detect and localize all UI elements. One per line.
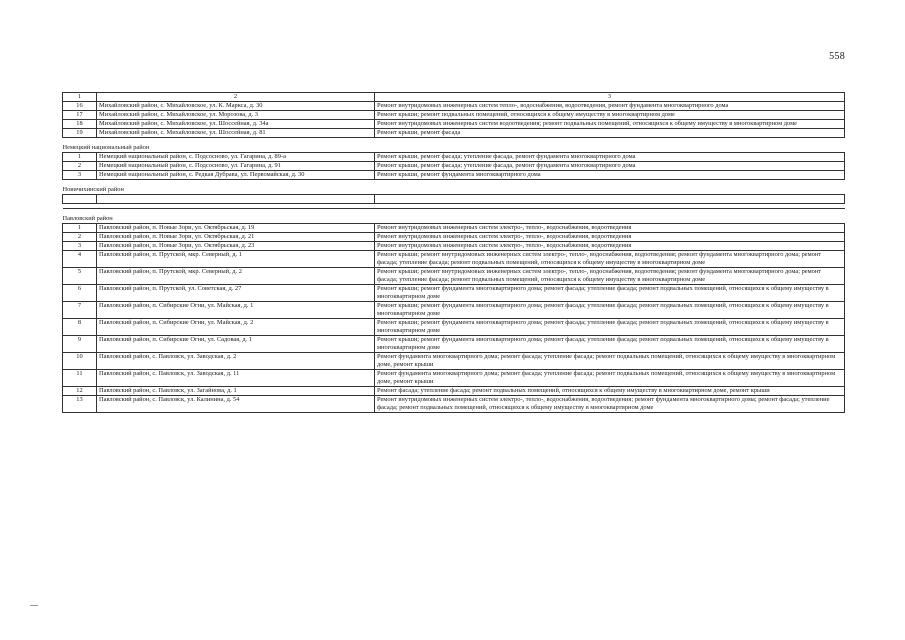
- table-row: [63, 171, 845, 180]
- row-address: Павловский район, п. Новые Зори, ул. Октябрьская, д. 23: [97, 242, 375, 251]
- row-address: Немецкий национальный район, с. Подсосново, ул. Гагарина, д. 91: [97, 162, 375, 171]
- section-novichikhinsky: [63, 180, 845, 195]
- row-number: 16: [63, 102, 97, 111]
- section-nemetsky-title: Немецкий национальный район: [63, 138, 845, 153]
- table-row: [63, 120, 845, 129]
- table-row: [63, 242, 845, 251]
- row-works: Ремонт крыши, ремонт фасада: [375, 129, 845, 138]
- table-row: [63, 353, 845, 370]
- table-row: [63, 336, 845, 353]
- row-number: 10: [63, 353, 97, 370]
- section-pavlovsky-title: Павловский район: [63, 209, 845, 224]
- table-body: [63, 93, 845, 413]
- row-works: Ремонт внутридомовых инженерных систем электро-, тепло-, водоснабжения, водоотведения: [375, 224, 845, 233]
- empty-row: [63, 195, 845, 204]
- table-row: [63, 302, 845, 319]
- row-works: Ремонт внутридомовых инженерных систем электро-, тепло-, водоснабжения, водоотведения; ремонт фундамента многоквартирного дома; ремонт фасада; утепление фасада; ремонт подвальных помещений, относящихся к общему имуществу в многоквартирном доме: [375, 396, 845, 413]
- row-works: Ремонт внутридомовых инженерных систем электро-, тепло-, водоснабжения, водоотведения: [375, 233, 845, 242]
- row-address: Павловский район, п. Прутской, мкр. Северный, д. 2: [97, 268, 375, 285]
- empty-cell: [97, 195, 375, 204]
- row-address: Павловский район, п. Сибирские Огни, ул. Майская, д. 2: [97, 319, 375, 336]
- table-row: [63, 396, 845, 413]
- column-number-row: [63, 93, 845, 102]
- table-row: [63, 224, 845, 233]
- row-works: Ремонт крыши, ремонт фасада; утепление фасада, ремонт фундамента многоквартирного дома: [375, 162, 845, 171]
- table-row: [63, 111, 845, 120]
- row-address: Михайловский район, с. Михайловское, ул. Шоссейная, д. 81: [97, 129, 375, 138]
- table-row: [63, 129, 845, 138]
- column-number-2: 2: [97, 93, 375, 102]
- column-number-3: 3: [375, 93, 845, 102]
- row-address: Михайловский район, с. Михайловское, ул. Шоссейная, д. 34а: [97, 120, 375, 129]
- section-nemetsky: [63, 138, 845, 153]
- table-row: [63, 102, 845, 111]
- row-address: Павловский район, с. Павловск, ул. Заводская, д. 2: [97, 353, 375, 370]
- row-address: Павловский район, п. Сибирские Огни, ул. Садовая, д. 1: [97, 336, 375, 353]
- table-row: [63, 285, 845, 302]
- empty-cell: [375, 195, 845, 204]
- row-number: 1: [63, 153, 97, 162]
- row-works: Ремонт фундамента многоквартирного дома; ремонт фасада; утепление фасада; ремонт подвальных помещений, относящихся к общему имуществу в многоквартирном доме, ремонт крыши: [375, 353, 845, 370]
- row-works: Ремонт крыши; ремонт подвальных помещений, относящихся к общему имуществу в многоквартирном доме: [375, 111, 845, 120]
- row-number: 2: [63, 162, 97, 171]
- row-number: 11: [63, 370, 97, 387]
- scan-artifact: [30, 605, 38, 606]
- table-row: [63, 233, 845, 242]
- row-works: Ремонт крыши; ремонт фундамента многоквартирного дома; ремонт фасада; утепление фасада; ремонт подвальных помещений, относящихся к общему имуществу в многоквартирном доме: [375, 319, 845, 336]
- table-row: [63, 251, 845, 268]
- row-number: 12: [63, 387, 97, 396]
- row-address: Немецкий национальный район, с. Редкая Дубрава, ул. Первомайская, д. 30: [97, 171, 375, 180]
- row-number: 3: [63, 171, 97, 180]
- row-address: Павловский район, п. Новые Зори, ул. Октябрьская, д. 19: [97, 224, 375, 233]
- row-address: Павловский район, с. Павловск, ул. Загайнова, д. 1: [97, 387, 375, 396]
- empty-cell: [63, 195, 97, 204]
- column-number-1: 1: [63, 93, 97, 102]
- row-works: Ремонт крыши; ремонт фундамента многоквартирного дома; ремонт фасада; утепление фасада; ремонт подвальных помещений, относящихся к общему имуществу в многоквартирном доме: [375, 302, 845, 319]
- row-works: Ремонт внутридомовых инженерных систем электро-, тепло-, водоснабжения, водоотведения: [375, 242, 845, 251]
- row-address: Павловский район, п. Прутской, мкр. Северный, д. 1: [97, 251, 375, 268]
- row-number: 17: [63, 111, 97, 120]
- row-works: Ремонт крыши, ремонт фундамента многоквартирного дома: [375, 171, 845, 180]
- page-number: 558: [829, 51, 845, 62]
- row-number: 1: [63, 224, 97, 233]
- row-address: Павловский район, с. Павловск, ул. Калинина, д. 54: [97, 396, 375, 413]
- row-address: Михайловский район, с. Михайловское, ул. К. Маркса, д. 30: [97, 102, 375, 111]
- row-number: 4: [63, 251, 97, 268]
- row-works: Ремонт фундамента многоквартирного дома; ремонт фасада; утепление фасада; ремонт подвальных помещений, относящихся к общему имуществу в многоквартирном доме, ремонт крыши: [375, 370, 845, 387]
- table-row: [63, 370, 845, 387]
- table-row: [63, 319, 845, 336]
- row-works: Ремонт крыши, ремонт фасада; утепление фасада, ремонт фундамента многоквартирного дома: [375, 153, 845, 162]
- repair-works-table: [62, 92, 845, 413]
- row-number: 9: [63, 336, 97, 353]
- row-number: 7: [63, 302, 97, 319]
- table-row: [63, 153, 845, 162]
- row-number: 6: [63, 285, 97, 302]
- row-number: 3: [63, 242, 97, 251]
- row-number: 5: [63, 268, 97, 285]
- row-works: Ремонт крыши; ремонт фундамента многоквартирного дома; ремонт фасада; утепление фасада; ремонт подвальных помещений, относящихся к общему имуществу в многоквартирном доме: [375, 285, 845, 302]
- table-row: [63, 387, 845, 396]
- row-works: Ремонт внутридомовых инженерных систем тепло-, водоснабжения, водоотведения, ремонт фундамента многоквартирного дома: [375, 102, 845, 111]
- row-works: Ремонт крыши; ремонт фундамента многоквартирного дома; ремонт фасада; утепление фасада; ремонт подвальных помещений, относящихся к общему имуществу в многоквартирном доме: [375, 336, 845, 353]
- row-number: 13: [63, 396, 97, 413]
- row-number: 8: [63, 319, 97, 336]
- section-pavlovsky: [63, 209, 845, 224]
- row-address: Михайловский район, с. Михайловское, ул. Морозова, д. 3: [97, 111, 375, 120]
- row-number: 19: [63, 129, 97, 138]
- row-address: Немецкий национальный район, с. Подсосново, ул. Гагарина, д. 89-а: [97, 153, 375, 162]
- row-works: Ремонт крыши; ремонт внутридомовых инженерных систем электро-, тепло-, водоснабжения, водоотведения; ремонт фундамента многоквартирного дома; ремонт фасада; утепление фасада; ремонт подвальных помещений, относящихся к общему имуществу в многоквартирном доме: [375, 268, 845, 285]
- row-number: 2: [63, 233, 97, 242]
- row-works: Ремонт крыши; ремонт внутридомовых инженерных систем электро-, тепло-, водоснабжения, водоотведения; ремонт фундамента многоквартирного дома; ремонт фасада; утепление фасада; ремонт подвальных помещений, относящихся к общему имуществу в многоквартирном доме: [375, 251, 845, 268]
- table-row: [63, 268, 845, 285]
- row-address: Павловский район, п. Прутской, ул. Советская, д. 27: [97, 285, 375, 302]
- row-address: Павловский район, п. Новые Зори, ул. Октябрьская, д. 21: [97, 233, 375, 242]
- section-novichikhinsky-title: Новичихинский район: [63, 180, 845, 195]
- row-address: Павловский район, п. Сибирские Огни, ул. Майская, д. 1: [97, 302, 375, 319]
- table-row: [63, 162, 845, 171]
- row-address: Павловский район, с. Павловск, ул. Заводская, д. 11: [97, 370, 375, 387]
- row-works: Ремонт фасада; утепление фасада; ремонт подвальных помещений, относящихся к общему имуществу в многоквартирном доме, ремонт крыши: [375, 387, 845, 396]
- row-number: 18: [63, 120, 97, 129]
- row-works: Ремонт внутридомовых инженерных систем водоотведения; ремонт подвальных помещений, относящихся к общему имуществу в многоквартирном доме: [375, 120, 845, 129]
